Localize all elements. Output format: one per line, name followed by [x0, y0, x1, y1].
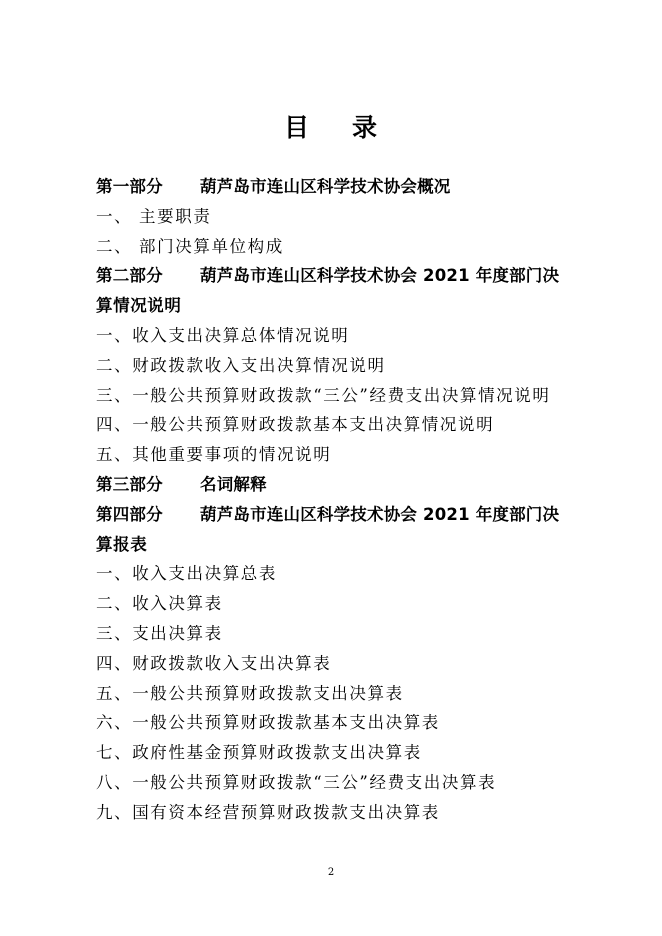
toc-item: 六、一般公共预算财政拨款基本支出决算表 — [96, 713, 440, 733]
toc-part-4 — [96, 500, 576, 530]
toc-part-label: 第三部分 — [96, 474, 163, 494]
toc-part-title: 名词解释 — [200, 474, 267, 494]
toc-item: 五、一般公共预算财政拨款支出决算表 — [96, 683, 404, 703]
toc-item: 三、支出决算表 — [96, 623, 223, 643]
toc-item: 三、一般公共预算财政拨款“三公”经费支出决算情况说明 — [96, 385, 551, 405]
toc-item: 五、其他重要事项的情况说明 — [96, 445, 332, 465]
toc-part-title: 葫芦岛市连山区科学技术协会 2021 年度部门决 — [200, 504, 560, 524]
page-title — [0, 110, 662, 146]
toc-item: 四、一般公共预算财政拨款基本支出决算情况说明 — [96, 415, 495, 435]
toc-part-title: 葫芦岛市连山区科学技术协会概况 — [200, 177, 451, 196]
toc-part-1 — [96, 172, 576, 202]
page-title-char-2: 录 — [352, 113, 378, 142]
page-number: 2 — [327, 867, 335, 878]
toc-part-label: 第四部分 — [96, 504, 163, 524]
toc-part-label: 第二部分 — [96, 266, 163, 286]
toc-item: 一、收入支出决算总体情况说明 — [96, 325, 350, 345]
toc-item: 九、国有资本经营预算财政拨款支出决算表 — [96, 802, 440, 822]
toc-item: 二、财政拨款收入支出决算情况说明 — [96, 355, 386, 375]
toc-item: 二、 部门决算单位构成 — [96, 236, 284, 256]
page-title-char-1: 目 — [284, 113, 310, 142]
toc-item: 一、 主要职责 — [96, 206, 212, 226]
toc-item: 四、财政拨款收入支出决算表 — [96, 653, 332, 673]
toc-part-title: 葫芦岛市连山区科学技术协会 2021 年度部门决 — [200, 266, 560, 286]
toc-part-3 — [96, 470, 576, 500]
toc-part-2 — [96, 261, 576, 291]
toc-item: 二、收入决算表 — [96, 594, 223, 614]
toc-part-label: 第一部分 — [96, 177, 163, 196]
toc-item: 八、一般公共预算财政拨款“三公”经费支出决算表 — [96, 772, 497, 792]
toc-part-title-continuation: 算情况说明 — [96, 296, 182, 316]
toc-item: 一、收入支出决算总表 — [96, 564, 277, 584]
toc-item: 七、政府性基金预算财政拨款支出决算表 — [96, 743, 422, 763]
table-of-contents — [96, 172, 576, 828]
toc-part-title-continuation: 算报表 — [96, 534, 148, 554]
